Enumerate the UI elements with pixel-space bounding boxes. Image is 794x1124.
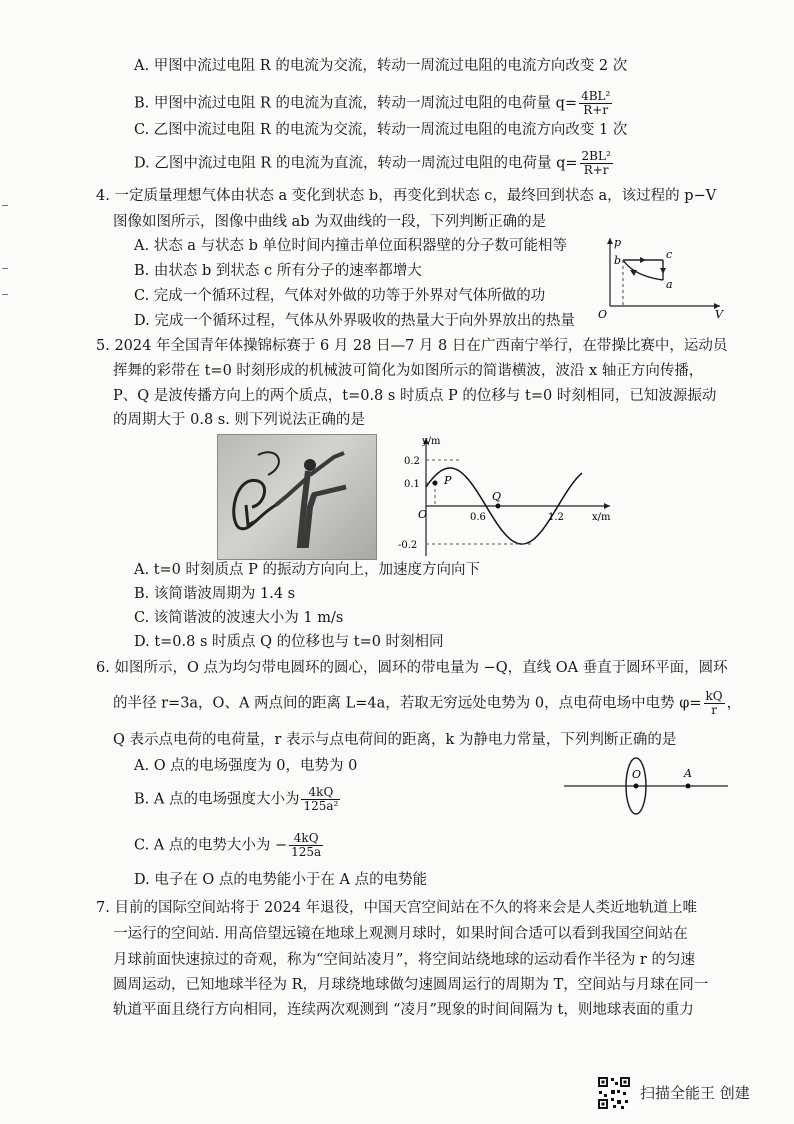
fraction-denominator: 125a [291,845,322,859]
fraction-denominator: R+r [583,163,609,177]
q6-stem-line2 [113,690,741,717]
p-label: p [614,236,622,249]
q6-option-b [134,786,342,813]
q4-option-b: B. 由状态 b 到状态 c 所有分子的速率都增大 [134,263,422,279]
q4-option-a: A. 状态 a 与状态 b 单位时间内撞击单位面积器壁的分子数可能相等 [134,238,568,254]
fraction-numerator: kQ [705,689,723,703]
pv-diagram [594,232,726,324]
q7-stem-line4: 圆周运动，已知地球半径为 R，月球绕地球做匀速圆周运行的周期为 T，空间站与月球在同一 [113,977,709,993]
fraction-denominator: r [711,703,717,717]
q6-option-c-text: C. A 点的电势大小为 − [134,837,288,854]
particle-q-dot [496,504,501,509]
q5-stem-line4: 的周期大于 0.8 s. 则下列说法正确的是 [113,412,365,428]
q4-stem-line1: 4. 一定质量理想气体由状态 a 变化到状态 b，再变化到状态 c，最终回到状态 a，该过程的 p−V [96,188,717,204]
q3-option-b-text: B. 甲图中流过电阻 R 的电流为直流，转动一周流过电阻的电荷量 q= [134,95,578,112]
binding-mark [2,294,8,295]
q6-option-a: A. O 点的电场强度为 0，电势为 0 [134,758,358,774]
particle-p-label: P [444,474,452,487]
point-a-label: A [684,767,692,780]
q5-option-c: C. 该简谐波的波速大小为 1 m/s [134,610,344,626]
q7-stem-line2: 一运行的空间站. 用高倍望远镜在地球上观测月球时，如果时间合适可以看到我国空间站在 [113,926,688,942]
fraction-numerator: 2BL² [581,149,611,163]
particle-q-label: Q [492,490,502,503]
q6-option-c-fraction [289,832,323,859]
fraction-denominator: R+r [583,103,609,117]
potential-fraction [704,690,725,717]
origin-label: O [598,308,608,321]
x-axis-arrow-icon [604,503,610,509]
q3-option-b-fraction [579,90,612,117]
ring-diagram [564,756,730,818]
q5-stem-line2: 挥舞的彩带在 t=0 时刻形成的机械波可简化为如图所示的简谐横波，波沿 x 轴正方向传播， [113,363,704,379]
fraction-numerator: 4BL² [581,89,611,103]
state-c-label: c [666,248,673,261]
point-o-label: O [632,768,642,781]
q6-option-d: D. 电子在 O 点的电势能小于在 A 点的电势能 [134,872,428,888]
q7-stem-line1: 7. 目前的国际空间站将于 2024 年退役，中国天宫空间站在不久的将来会是人类近地轨道上唯 [96,900,698,916]
direction-arrow-icon [660,268,666,274]
x-tick-1.2: 1.2 [548,512,564,523]
q4-option-c: C. 完成一个循环过程，气体对外做的功等于外界对气体所做的功 [134,288,546,304]
v-label: V [715,308,723,321]
point-o-dot [634,784,639,789]
x-axis-label: x/m [592,512,611,523]
fraction-numerator: 4kQ [289,832,323,846]
y-tick-0.2: 0.2 [404,456,420,467]
q3-option-a: A. 甲图中流过电阻 R 的电流为交流，转动一周流过电阻的电流方向改变 2 次 [134,58,628,74]
direction-arrow-icon [640,257,646,263]
gymnast-photo [217,434,377,560]
q5-stem-line3: P、Q 是波传播方向上的两个质点，t=0.8 s 时质点 P 的位移与 t=0 时刻相同，已知波源振动 [113,388,717,404]
state-b-label: b [614,254,622,267]
q6-option-c [134,832,325,859]
q3-option-d-text: D. 乙图中流过电阻 R 的电流为直流，转动一周流过电阻的电荷量 q= [134,155,578,172]
q6-stem-line2-comma: ， [726,695,742,712]
fraction-numerator: 4kQ [301,786,340,800]
q7-stem-line3: 月球前面快速掠过的奇观，称为“空间站凌月”，将空间站绕地球的运动看作半径为 r 的匀速 [113,952,695,968]
q3-option-d-fraction [580,150,613,177]
q7-stem-line5: 轨道平面且绕行方向相同，连续两次观测到 “凌月”现象的时间间隔为 t，则地球表面的重力 [113,1002,694,1018]
origin-label: O [418,508,428,521]
q5-option-a: A. t=0 时刻质点 P 的振动方向向上，加速度方向向下 [134,562,480,578]
q6-stem-line1: 6. 如图所示，O 点为均匀带电圆环的圆心，圆环的带电量为 −Q，直线 OA 垂直于圆环平面，圆环 [96,660,728,676]
fraction-denominator: 125a² [303,799,339,813]
q5-stem-line1: 5. 2024 年全国青年体操锦标赛于 6 月 28 日—7 月 8 日在广西南宁举行，在带操比赛中，运动员 [96,338,728,354]
direction-arrow-icon [630,270,637,276]
q6-stem-line3: Q 表示点电荷的电荷量，r 表示与点电荷间的距离，k 为静电力常量，下列判断正确的是 [113,732,677,748]
y-tick-0.1: 0.1 [404,479,420,490]
binding-mark [2,205,8,206]
curve-ab [623,260,663,280]
q3-option-b [134,90,614,117]
particle-p-dot [433,481,438,486]
binding-mark [2,268,8,269]
footer-scanner-text: 扫描全能王 创建 [640,1084,750,1102]
y-axis-label: y/m [422,436,441,447]
state-a-label: a [666,278,673,291]
q4-option-d: D. 完成一个循环过程，气体从外界吸收的热量大于向外界放出的热量 [134,313,575,329]
gymnast-figure [218,435,376,559]
q4-stem-line2: 图像如图所示，图像中曲线 ab 为双曲线的一段，下列判断正确的是 [113,214,547,230]
q3-option-d [134,150,615,177]
qr-code-icon [597,1076,631,1110]
p-axis-arrow-icon [607,238,613,244]
q6-option-b-text: B. A 点的电场强度大小为 [134,791,300,808]
q6-option-b-fraction [301,786,340,813]
q5-option-d: D. t=0.8 s 时质点 Q 的位移也与 t=0 时刻相同 [134,634,444,650]
q6-stem-line2-text: 的半径 r=3a，O、A 两点间的距离 L=4a，若取无穷远处电势为 0，点电荷电场中电势 φ= [113,695,702,712]
q3-option-c: C. 乙图中流过电阻 R 的电流为交流，转动一周流过电阻的电流方向改变 1 次 [134,122,628,138]
point-a-dot [686,784,691,789]
q5-option-b: B. 该简谐波周期为 1.4 s [134,586,296,602]
wave-graph [398,432,618,560]
y-tick-neg-0.2: -0.2 [398,540,418,551]
x-tick-0.6: 0.6 [470,512,486,523]
